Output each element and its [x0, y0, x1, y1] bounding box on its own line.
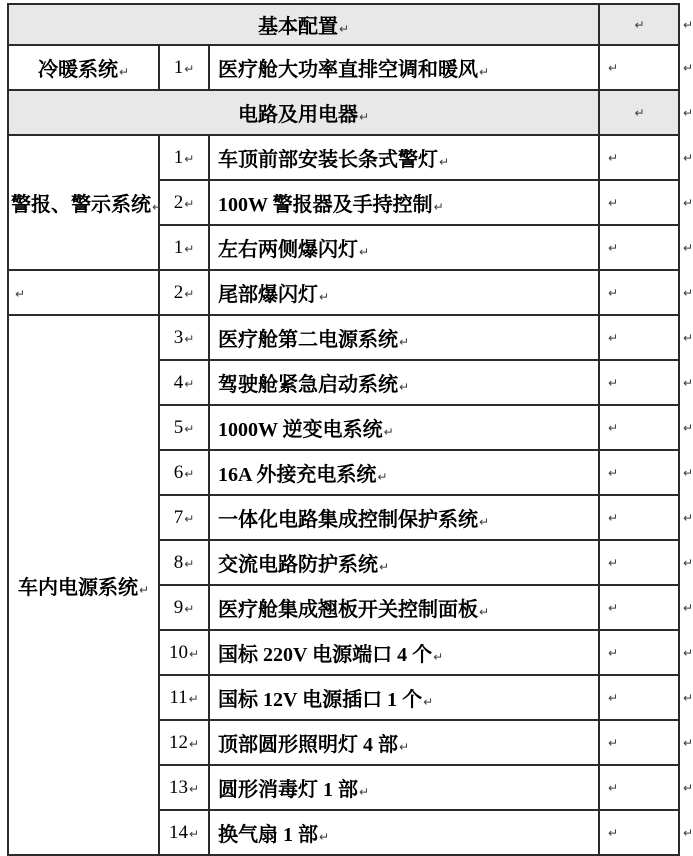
- item-desc: 左右两侧爆闪灯: [218, 239, 358, 261]
- item-number-cell: [159, 765, 209, 810]
- row-end-mark-cell: [679, 90, 691, 135]
- row-end-mark-icon: ↵: [683, 465, 693, 480]
- row-end-mark-cell: [679, 450, 691, 495]
- item-number-cell: [159, 585, 209, 630]
- empty-cell: [599, 675, 679, 720]
- item-desc-cell: [209, 720, 599, 765]
- paragraph-mark-icon: ↵: [608, 150, 619, 165]
- paragraph-mark-icon: ↵: [608, 285, 619, 300]
- paragraph-mark-icon: ↵: [608, 465, 619, 480]
- row-end-mark-cell: [679, 630, 691, 675]
- item-desc-cell: [209, 765, 599, 810]
- paragraph-mark-icon: ↵: [399, 380, 410, 394]
- row-end-mark-cell: [679, 270, 691, 315]
- paragraph-mark-icon: ↵: [433, 650, 444, 664]
- row-end-mark-icon: ↵: [683, 645, 693, 660]
- empty-cell: [599, 225, 679, 270]
- item-number-cell: [159, 720, 209, 765]
- row-end-mark-icon: ↵: [683, 195, 693, 210]
- empty-cell: [599, 360, 679, 405]
- item-desc: 国标 220V 电源端口 4 个: [218, 644, 433, 666]
- paragraph-mark-icon: ↵: [184, 331, 195, 346]
- row-end-mark-cell: [679, 495, 691, 540]
- item-desc: 交流电路防护系统: [218, 554, 378, 576]
- item-desc-cell: [209, 225, 599, 270]
- paragraph-mark-icon: ↵: [608, 375, 619, 390]
- item-desc: 1000W 逆变电系统: [218, 419, 383, 441]
- item-number: 5: [173, 416, 184, 438]
- row-end-mark-icon: ↵: [683, 150, 693, 165]
- paragraph-mark-icon: ↵: [15, 287, 26, 301]
- item-number-cell: [159, 405, 209, 450]
- category-label: 警报、警示系统: [11, 194, 151, 216]
- row-end-mark-cell: [679, 810, 691, 855]
- item-number-cell: [159, 630, 209, 675]
- empty-cell: [599, 135, 679, 180]
- paragraph-mark-icon: ↵: [188, 826, 200, 841]
- item-number: 1: [173, 146, 184, 168]
- category-label: 冷暖系统: [37, 59, 118, 81]
- section-header-cell: [8, 90, 599, 135]
- item-number-cell: [159, 225, 209, 270]
- row-end-mark-icon: ↵: [683, 17, 693, 32]
- table-row: [8, 315, 691, 360]
- row-end-mark-cell: [679, 225, 691, 270]
- item-desc: 驾驶舱紧急启动系统: [218, 374, 398, 396]
- paragraph-mark-icon: ↵: [608, 780, 619, 795]
- item-number: 13: [168, 776, 188, 798]
- paragraph-mark-icon: ↵: [608, 240, 619, 255]
- item-number: 4: [173, 371, 184, 393]
- paragraph-mark-icon: ↵: [138, 582, 150, 597]
- item-desc-cell: [209, 630, 599, 675]
- paragraph-mark-icon: ↵: [188, 646, 200, 661]
- paragraph-mark-icon: ↵: [118, 65, 130, 79]
- row-end-mark-cell: [679, 180, 691, 225]
- item-number-cell: [159, 495, 209, 540]
- item-number: 3: [173, 326, 184, 348]
- item-desc-cell: [209, 360, 599, 405]
- row-end-mark-icon: ↵: [683, 825, 693, 840]
- paragraph-mark-icon: ↵: [479, 65, 490, 79]
- paragraph-mark-icon: ↵: [439, 155, 450, 169]
- empty-cell: [599, 810, 679, 855]
- item-number: 8: [173, 551, 184, 573]
- table-row: [8, 270, 691, 315]
- row-end-mark-cell: [679, 720, 691, 765]
- paragraph-mark-icon: ↵: [184, 466, 195, 481]
- empty-cell: [599, 90, 679, 135]
- paragraph-mark-icon: ↵: [608, 735, 619, 750]
- row-end-mark-cell: [679, 765, 691, 810]
- row-end-mark-icon: ↵: [683, 240, 693, 255]
- paragraph-mark-icon: ↵: [188, 736, 200, 751]
- table-row: [8, 90, 691, 135]
- paragraph-mark-icon: ↵: [399, 740, 410, 754]
- empty-cell: [599, 585, 679, 630]
- item-desc-cell: [209, 540, 599, 585]
- item-desc: 一体化电路集成控制保护系统: [218, 509, 478, 531]
- item-number: 12: [168, 731, 188, 753]
- empty-cell: [599, 720, 679, 765]
- paragraph-mark-icon: ↵: [184, 286, 195, 301]
- paragraph-mark-icon: ↵: [433, 200, 444, 214]
- row-end-mark-icon: ↵: [683, 420, 693, 435]
- empty-cell: [599, 405, 679, 450]
- empty-cell: [599, 495, 679, 540]
- empty-cell: [599, 4, 679, 45]
- paragraph-mark-icon: ↵: [184, 241, 195, 256]
- item-number: 9: [173, 596, 184, 618]
- empty-cell: [599, 450, 679, 495]
- item-number: 2: [173, 191, 184, 213]
- paragraph-mark-icon: ↵: [608, 60, 619, 75]
- item-desc-cell: [209, 585, 599, 630]
- empty-cell: [599, 180, 679, 225]
- paragraph-mark-icon: ↵: [319, 290, 330, 304]
- item-number-cell: [159, 810, 209, 855]
- empty-cell: [599, 45, 679, 90]
- item-number: 1: [173, 236, 184, 258]
- paragraph-mark-icon: ↵: [608, 690, 619, 705]
- item-number-cell: [159, 135, 209, 180]
- paragraph-mark-icon: ↵: [184, 376, 195, 391]
- paragraph-mark-icon: ↵: [184, 556, 195, 571]
- paragraph-mark-icon: ↵: [152, 200, 163, 214]
- row-end-mark-cell: [679, 585, 691, 630]
- item-number: 14: [168, 821, 188, 843]
- paragraph-mark-icon: ↵: [383, 425, 394, 439]
- item-desc-cell: [209, 270, 599, 315]
- paragraph-mark-icon: ↵: [188, 691, 199, 706]
- row-end-mark-icon: ↵: [683, 780, 693, 795]
- item-desc: 国标 12V 电源插口 1 个: [218, 689, 423, 711]
- category-cell: [8, 315, 159, 855]
- row-end-mark-icon: ↵: [683, 375, 693, 390]
- item-desc: 医疗舱集成翘板开关控制面板: [218, 599, 478, 621]
- item-desc-cell: [209, 675, 599, 720]
- paragraph-mark-icon: ↵: [358, 110, 370, 124]
- category-cell: [8, 135, 163, 270]
- item-desc-cell: [209, 135, 599, 180]
- item-desc: 车顶前部安装长条式警灯: [218, 149, 438, 171]
- row-end-mark-icon: ↵: [683, 555, 693, 570]
- paragraph-mark-icon: ↵: [608, 420, 619, 435]
- paragraph-mark-icon: ↵: [479, 515, 490, 529]
- row-end-mark-cell: [679, 135, 691, 180]
- item-number: 6: [173, 461, 184, 483]
- row-end-mark-cell: [679, 315, 691, 360]
- paragraph-mark-icon: ↵: [359, 785, 370, 799]
- row-end-mark-icon: ↵: [683, 690, 693, 705]
- paragraph-mark-icon: ↵: [608, 555, 619, 570]
- empty-cell: [599, 765, 679, 810]
- paragraph-mark-icon: ↵: [608, 825, 619, 840]
- empty-cell: [599, 315, 679, 360]
- row-end-mark-cell: [679, 45, 691, 90]
- paragraph-mark-icon: ↵: [379, 560, 390, 574]
- row-end-mark-cell: [679, 360, 691, 405]
- paragraph-mark-icon: ↵: [184, 196, 195, 211]
- paragraph-mark-icon: ↵: [634, 17, 645, 32]
- row-end-mark-icon: ↵: [683, 510, 693, 525]
- paragraph-mark-icon: ↵: [184, 511, 195, 526]
- paragraph-mark-icon: ↵: [423, 695, 434, 709]
- item-desc-cell: [209, 405, 599, 450]
- item-number-cell: [159, 45, 209, 90]
- item-number: 11: [169, 686, 188, 708]
- row-end-mark-cell: [679, 540, 691, 585]
- paragraph-mark-icon: ↵: [608, 330, 619, 345]
- table-row: [8, 135, 691, 180]
- empty-cell: [599, 270, 679, 315]
- row-end-mark-icon: ↵: [683, 735, 693, 750]
- empty-cell: [599, 540, 679, 585]
- paragraph-mark-icon: ↵: [184, 421, 195, 436]
- item-desc-cell: [209, 810, 599, 855]
- paragraph-mark-icon: ↵: [608, 645, 619, 660]
- category-cell: [8, 45, 159, 90]
- item-number: 1: [173, 56, 184, 78]
- category-label: 车内电源系统: [17, 576, 138, 599]
- paragraph-mark-icon: ↵: [608, 600, 619, 615]
- row-end-mark-cell: [679, 405, 691, 450]
- table-row: [8, 4, 691, 45]
- section-title: 基本配置: [257, 16, 338, 38]
- item-desc-cell: [209, 495, 599, 540]
- item-desc: 16A 外接充电系统: [218, 464, 377, 486]
- item-number: 10: [168, 641, 188, 663]
- item-desc: 医疗舱大功率直排空调和暖风: [218, 59, 478, 81]
- item-desc: 医疗舱第二电源系统: [218, 329, 398, 351]
- item-desc: 圆形消毒灯 1 部: [218, 779, 358, 801]
- section-title: 电路及用电器: [237, 104, 358, 126]
- empty-cell: [599, 630, 679, 675]
- item-number-cell: [159, 315, 209, 360]
- item-number: 7: [173, 506, 184, 528]
- table-row: [8, 45, 691, 90]
- item-desc-cell: [209, 450, 599, 495]
- paragraph-mark-icon: ↵: [608, 510, 619, 525]
- item-desc-cell: [209, 315, 599, 360]
- paragraph-mark-icon: ↵: [188, 781, 200, 796]
- row-end-mark-cell: [679, 675, 691, 720]
- item-desc-cell: [209, 45, 599, 90]
- item-number: 2: [173, 281, 184, 303]
- paragraph-mark-icon: ↵: [338, 22, 350, 36]
- item-number-cell: [159, 270, 209, 315]
- paragraph-mark-icon: ↵: [184, 151, 195, 166]
- item-number-cell: [159, 360, 209, 405]
- paragraph-mark-icon: ↵: [359, 245, 370, 259]
- row-end-mark-icon: ↵: [683, 285, 693, 300]
- row-end-mark-icon: ↵: [683, 330, 693, 345]
- item-desc: 100W 警报器及手持控制: [218, 194, 433, 216]
- item-desc-cell: [209, 180, 599, 225]
- item-desc: 换气扇 1 部: [218, 824, 318, 846]
- item-number-cell: [159, 540, 209, 585]
- item-number-cell: [159, 450, 209, 495]
- paragraph-mark-icon: ↵: [634, 105, 645, 120]
- category-cell-empty: [8, 270, 159, 315]
- row-end-mark-cell: [679, 4, 691, 45]
- paragraph-mark-icon: ↵: [399, 335, 410, 349]
- section-header-cell: [8, 4, 599, 45]
- item-desc: 顶部圆形照明灯 4 部: [218, 734, 398, 756]
- item-desc: 尾部爆闪灯: [218, 284, 318, 306]
- row-end-mark-icon: ↵: [683, 105, 693, 120]
- item-number-cell: [159, 180, 209, 225]
- paragraph-mark-icon: ↵: [479, 605, 490, 619]
- row-end-mark-icon: ↵: [683, 60, 693, 75]
- paragraph-mark-icon: ↵: [184, 61, 195, 76]
- equipment-spec-table: [7, 3, 692, 856]
- item-number-cell: [159, 675, 209, 720]
- paragraph-mark-icon: ↵: [319, 830, 330, 844]
- row-end-mark-icon: ↵: [683, 600, 693, 615]
- paragraph-mark-icon: ↵: [377, 470, 388, 484]
- paragraph-mark-icon: ↵: [608, 195, 619, 210]
- paragraph-mark-icon: ↵: [184, 601, 195, 616]
